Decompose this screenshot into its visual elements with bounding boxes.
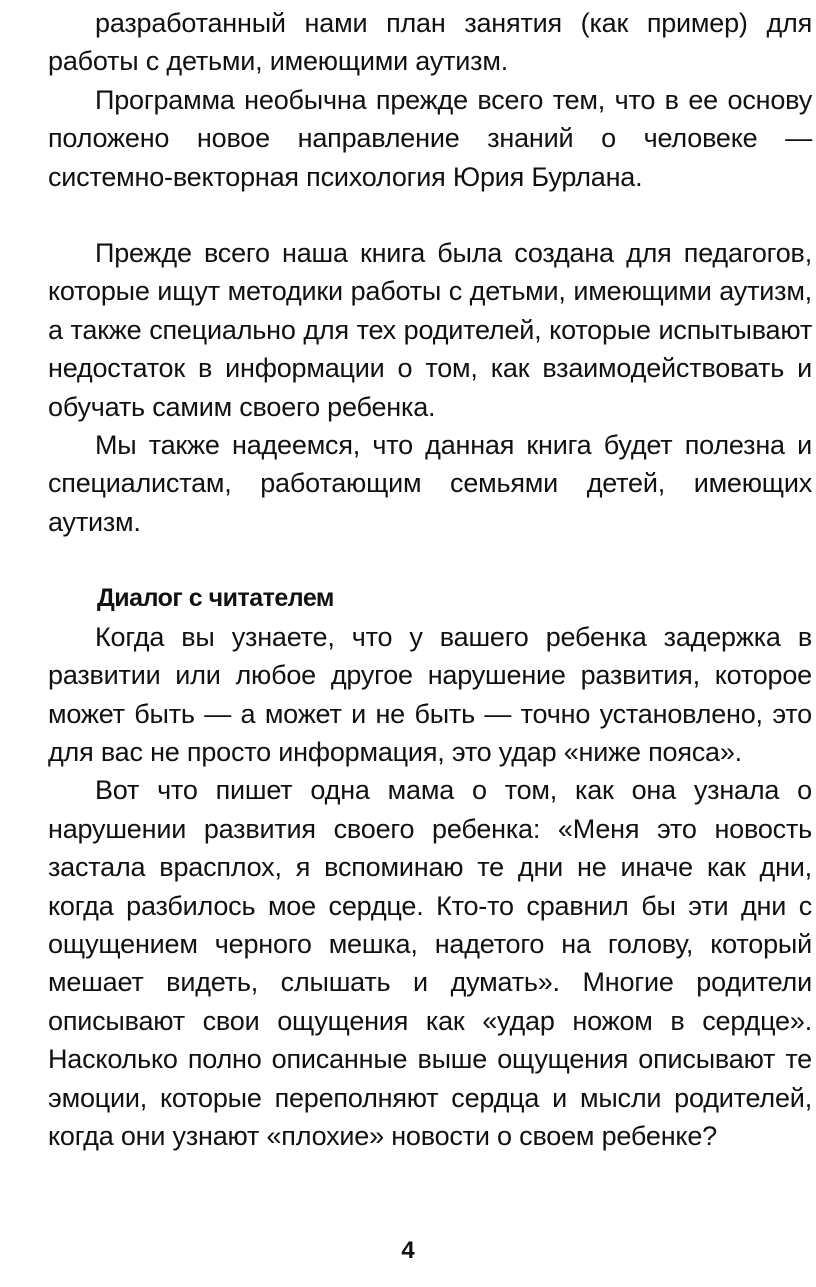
paragraph-gap [48, 196, 812, 234]
paragraph-program-description: Программа необычна прежде всего тем, что в ее основу положено новое направление знаний о человеке — системно-векторная психология Юрия Бурлана. [48, 84, 812, 192]
paragraph-intro-continuation: разработанный нами план занятия (как пример) для работы с детьми, имеющими аутизм. [48, 8, 812, 77]
section-heading: Диалог с читателем [97, 584, 334, 613]
page-number: 4 [401, 1237, 415, 1264]
paragraph-specialists: Мы также надеемся, что данная книга будет полезна и специалистам, работающим семьями детей, имеющих аутизм. [48, 430, 812, 537]
page-body [48, 4, 812, 1155]
paragraph-gap [48, 541, 812, 579]
paragraph-news-impact: Когда вы узнаете, что у вашего ребенка задержка в развитии или любое другое нарушение развития, которое может быть — а может и не быть — точно установлено, это для вас не просто информация, это удар «ниже пояса». [48, 621, 812, 767]
paragraph-mother-quote: Вот что пишет одна мама о том, как она узнала о нарушении развития своего ребенка: «Меня это новость застала врасплох, я вспоминаю те дни не иначе как дни, когда разбилось мое сердце. Кто-то сравнил бы эти дни с ощущением черного мешка, надетого на голову, который мешает видеть, слышать и думать». Многие родители описывают свои ощущения как «удар ножом в сердце». Насколько полно описанные выше ощущения описывают те эмоции, которые переполняют сердца и мысли родителей, когда они узнают «плохие» новости о своем ребенке? [48, 775, 812, 1151]
paragraph-audience: Прежде всего наша книга была создана для педагогов, которые ищут методики работы с детьми, имеющими аутизм, а также специально для тех родителей, которые испытывают недостаток в информации о том, как взаимодействовать и обучать самим своего ребенка. [48, 238, 812, 422]
